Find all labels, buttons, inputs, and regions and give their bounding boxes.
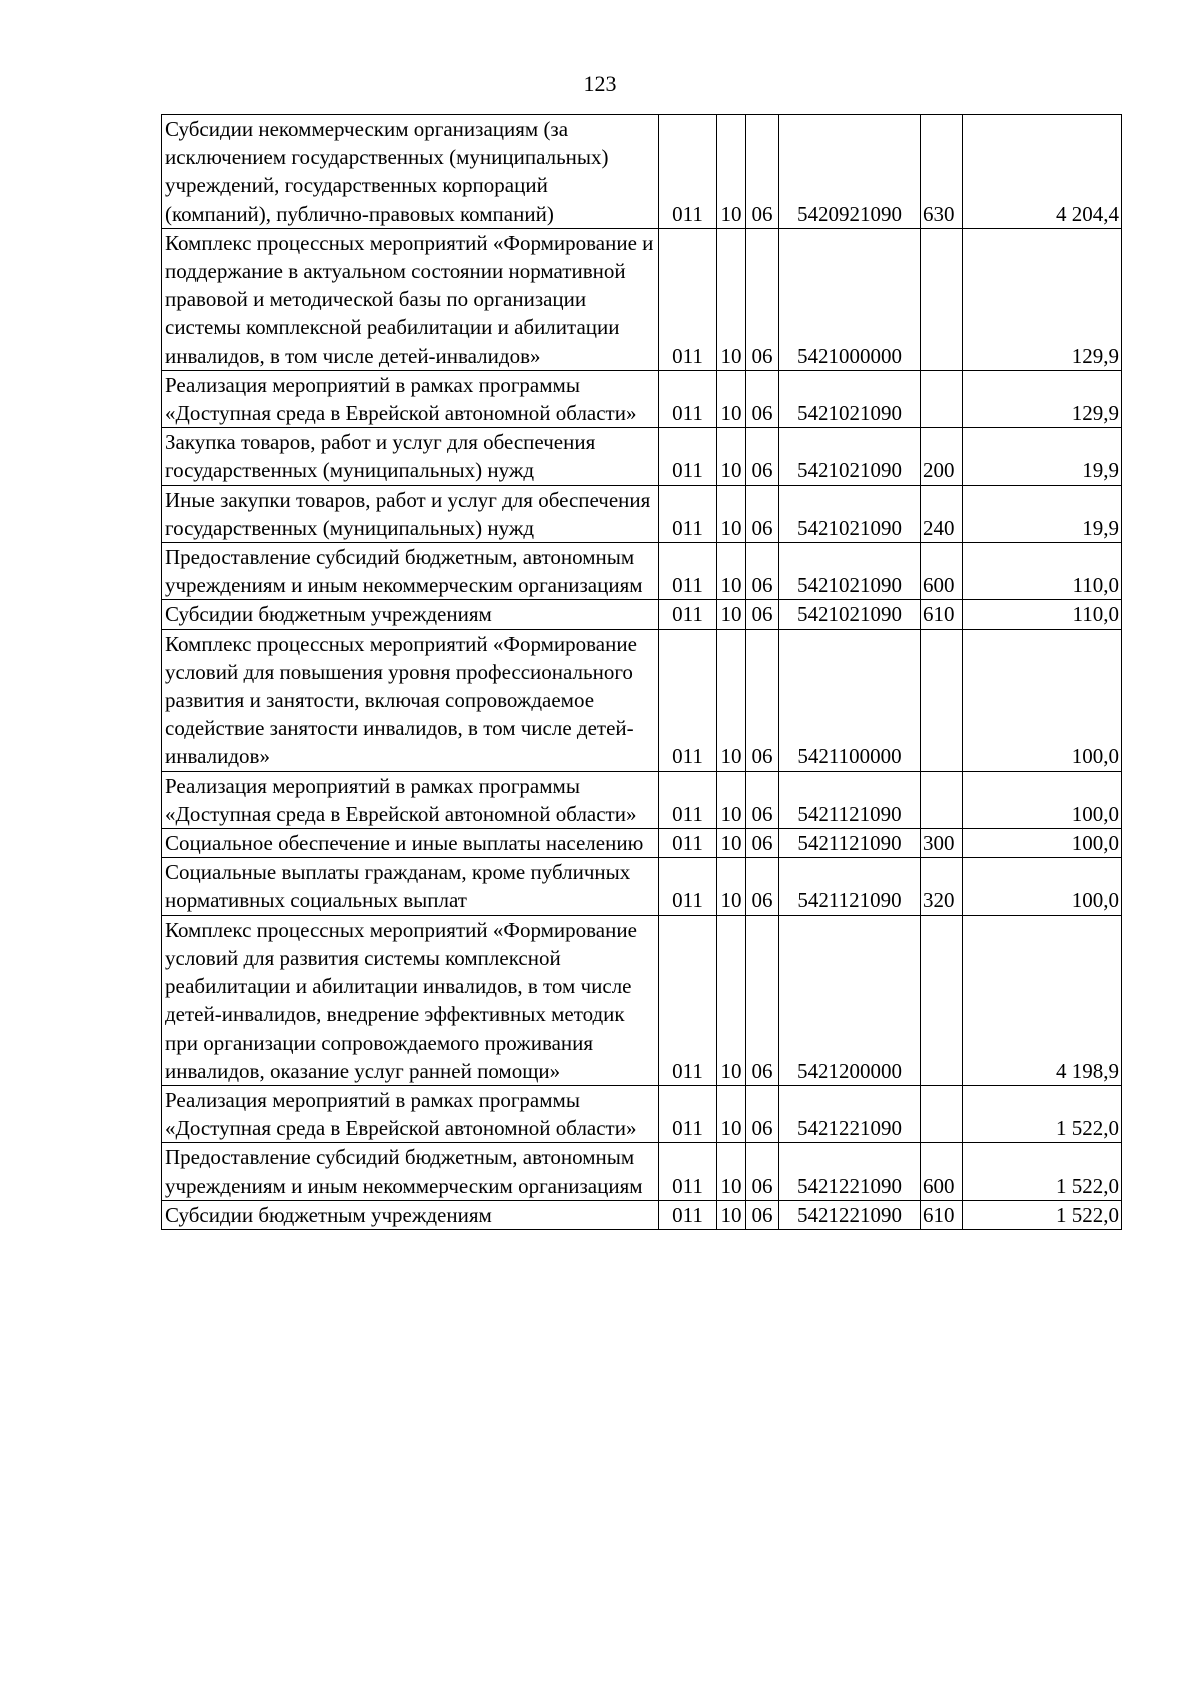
expense-name-cell: Субсидии бюджетным учреждениям [162,600,659,629]
section-code-cell: 10 [717,1200,746,1229]
admin-code-cell: 011 [659,600,717,629]
subsection-code-cell: 06 [746,485,779,542]
section-code-cell: 10 [717,629,746,771]
amount-cell: 19,9 [963,428,1122,485]
subsection-code-cell: 06 [746,1200,779,1229]
target-article-cell: 5421121090 [779,858,921,915]
subsection-code-cell: 06 [746,1085,779,1142]
expense-type-cell [921,915,963,1085]
expense-name-cell: Социальные выплаты гражданам, кроме публичных нормативных социальных выплат [162,858,659,915]
table-row [162,428,1122,485]
section-code-cell: 10 [717,228,746,370]
admin-code-cell: 011 [659,543,717,600]
table-row [162,1085,1122,1142]
target-article-cell: 5421221090 [779,1200,921,1229]
expense-type-cell: 300 [921,829,963,858]
admin-code-cell: 011 [659,228,717,370]
expense-type-cell [921,771,963,828]
expense-type-cell: 610 [921,600,963,629]
admin-code-cell: 011 [659,1200,717,1229]
expense-type-cell [921,1085,963,1142]
amount-cell: 110,0 [963,600,1122,629]
section-code-cell: 10 [717,485,746,542]
admin-code-cell: 011 [659,485,717,542]
expense-name-cell: Реализация мероприятий в рамках программы «Доступная среда в Еврейской автономной области» [162,771,659,828]
table-row [162,370,1122,427]
section-code-cell: 10 [717,428,746,485]
section-code-cell: 10 [717,115,746,229]
expense-type-cell [921,629,963,771]
expense-type-cell: 600 [921,543,963,600]
section-code-cell: 10 [717,370,746,427]
section-code-cell: 10 [717,858,746,915]
expense-type-cell: 630 [921,115,963,229]
target-article-cell: 5421021090 [779,485,921,542]
section-code-cell: 10 [717,915,746,1085]
admin-code-cell: 011 [659,629,717,771]
amount-cell: 4 204,4 [963,115,1122,229]
target-article-cell: 5421121090 [779,829,921,858]
amount-cell: 1 522,0 [963,1143,1122,1200]
admin-code-cell: 011 [659,915,717,1085]
table-row [162,543,1122,600]
target-article-cell: 5421221090 [779,1085,921,1142]
expense-type-cell: 200 [921,428,963,485]
section-code-cell: 10 [717,543,746,600]
amount-cell: 1 522,0 [963,1085,1122,1142]
expense-name-cell: Предоставление субсидий бюджетным, автономным учреждениям и иным некоммерческим организациям [162,1143,659,1200]
expense-type-cell [921,228,963,370]
subsection-code-cell: 06 [746,228,779,370]
admin-code-cell: 011 [659,858,717,915]
table-row [162,771,1122,828]
target-article-cell: 5421221090 [779,1143,921,1200]
amount-cell: 129,9 [963,228,1122,370]
expense-name-cell: Субсидии бюджетным учреждениям [162,1200,659,1229]
admin-code-cell: 011 [659,1143,717,1200]
admin-code-cell: 011 [659,370,717,427]
target-article-cell: 5421021090 [779,370,921,427]
subsection-code-cell: 06 [746,858,779,915]
expense-name-cell: Субсидии некоммерческим организациям (за исключением государственных (муниципальных) учреждений, государственных корпораций (компаний), публично-правовых компаний) [162,115,659,229]
table-row [162,600,1122,629]
expense-name-cell: Реализация мероприятий в рамках программы «Доступная среда в Еврейской автономной области» [162,1085,659,1142]
admin-code-cell: 011 [659,115,717,229]
expense-type-cell: 600 [921,1143,963,1200]
table-row [162,1200,1122,1229]
admin-code-cell: 011 [659,829,717,858]
expense-name-cell: Закупка товаров, работ и услуг для обеспечения государственных (муниципальных) нужд [162,428,659,485]
table-row [162,858,1122,915]
table-row [162,629,1122,771]
expense-name-cell: Комплекс процессных мероприятий «Формирование условий для развития системы комплексной реабилитации и абилитации инвалидов, в том числе детей-инвалидов, внедрение эффективных методик при организации сопровождаемого проживания инвалидов, оказание услуг ранней помощи» [162,915,659,1085]
expense-type-cell: 320 [921,858,963,915]
admin-code-cell: 011 [659,428,717,485]
section-code-cell: 10 [717,771,746,828]
budget-table [161,114,1122,1230]
amount-cell: 110,0 [963,543,1122,600]
table-row [162,228,1122,370]
amount-cell: 1 522,0 [963,1200,1122,1229]
subsection-code-cell: 06 [746,915,779,1085]
expense-name-cell: Комплекс процессных мероприятий «Формирование условий для повышения уровня профессионального развития и занятости, включая сопровождаемое содействие занятости инвалидов, в том числе детей-инвалидов» [162,629,659,771]
target-article-cell: 5421200000 [779,915,921,1085]
section-code-cell: 10 [717,1143,746,1200]
expense-name-cell: Комплекс процессных мероприятий «Формирование и поддержание в актуальном состоянии нормативной правовой и методической базы по организации системы комплексной реабилитации и абилитации инвалидов, в том числе детей-инвалидов» [162,228,659,370]
target-article-cell: 5421021090 [779,428,921,485]
budget-table-body [162,115,1122,1230]
table-row [162,115,1122,229]
expense-type-cell: 610 [921,1200,963,1229]
amount-cell: 100,0 [963,771,1122,828]
section-code-cell: 10 [717,829,746,858]
target-article-cell: 5421021090 [779,543,921,600]
subsection-code-cell: 06 [746,115,779,229]
target-article-cell: 5421100000 [779,629,921,771]
expense-type-cell [921,370,963,427]
amount-cell: 19,9 [963,485,1122,542]
subsection-code-cell: 06 [746,629,779,771]
amount-cell: 100,0 [963,629,1122,771]
expense-name-cell: Иные закупки товаров, работ и услуг для обеспечения государственных (муниципальных) нужд [162,485,659,542]
section-code-cell: 10 [717,600,746,629]
subsection-code-cell: 06 [746,771,779,828]
expense-name-cell: Предоставление субсидий бюджетным, автономным учреждениям и иным некоммерческим организациям [162,543,659,600]
target-article-cell: 5421121090 [779,771,921,828]
subsection-code-cell: 06 [746,370,779,427]
target-article-cell: 5421021090 [779,600,921,629]
target-article-cell: 5421000000 [779,228,921,370]
table-row [162,915,1122,1085]
subsection-code-cell: 06 [746,428,779,485]
admin-code-cell: 011 [659,1085,717,1142]
amount-cell: 129,9 [963,370,1122,427]
section-code-cell: 10 [717,1085,746,1142]
page-number: 123 [583,71,617,96]
table-row [162,829,1122,858]
subsection-code-cell: 06 [746,1143,779,1200]
expense-name-cell: Социальное обеспечение и иные выплаты населению [162,829,659,858]
subsection-code-cell: 06 [746,600,779,629]
subsection-code-cell: 06 [746,543,779,600]
expense-type-cell: 240 [921,485,963,542]
subsection-code-cell: 06 [746,829,779,858]
table-row [162,1143,1122,1200]
expense-name-cell: Реализация мероприятий в рамках программы «Доступная среда в Еврейской автономной области» [162,370,659,427]
table-row [162,485,1122,542]
amount-cell: 4 198,9 [963,915,1122,1085]
amount-cell: 100,0 [963,858,1122,915]
admin-code-cell: 011 [659,771,717,828]
target-article-cell: 5420921090 [779,115,921,229]
amount-cell: 100,0 [963,829,1122,858]
